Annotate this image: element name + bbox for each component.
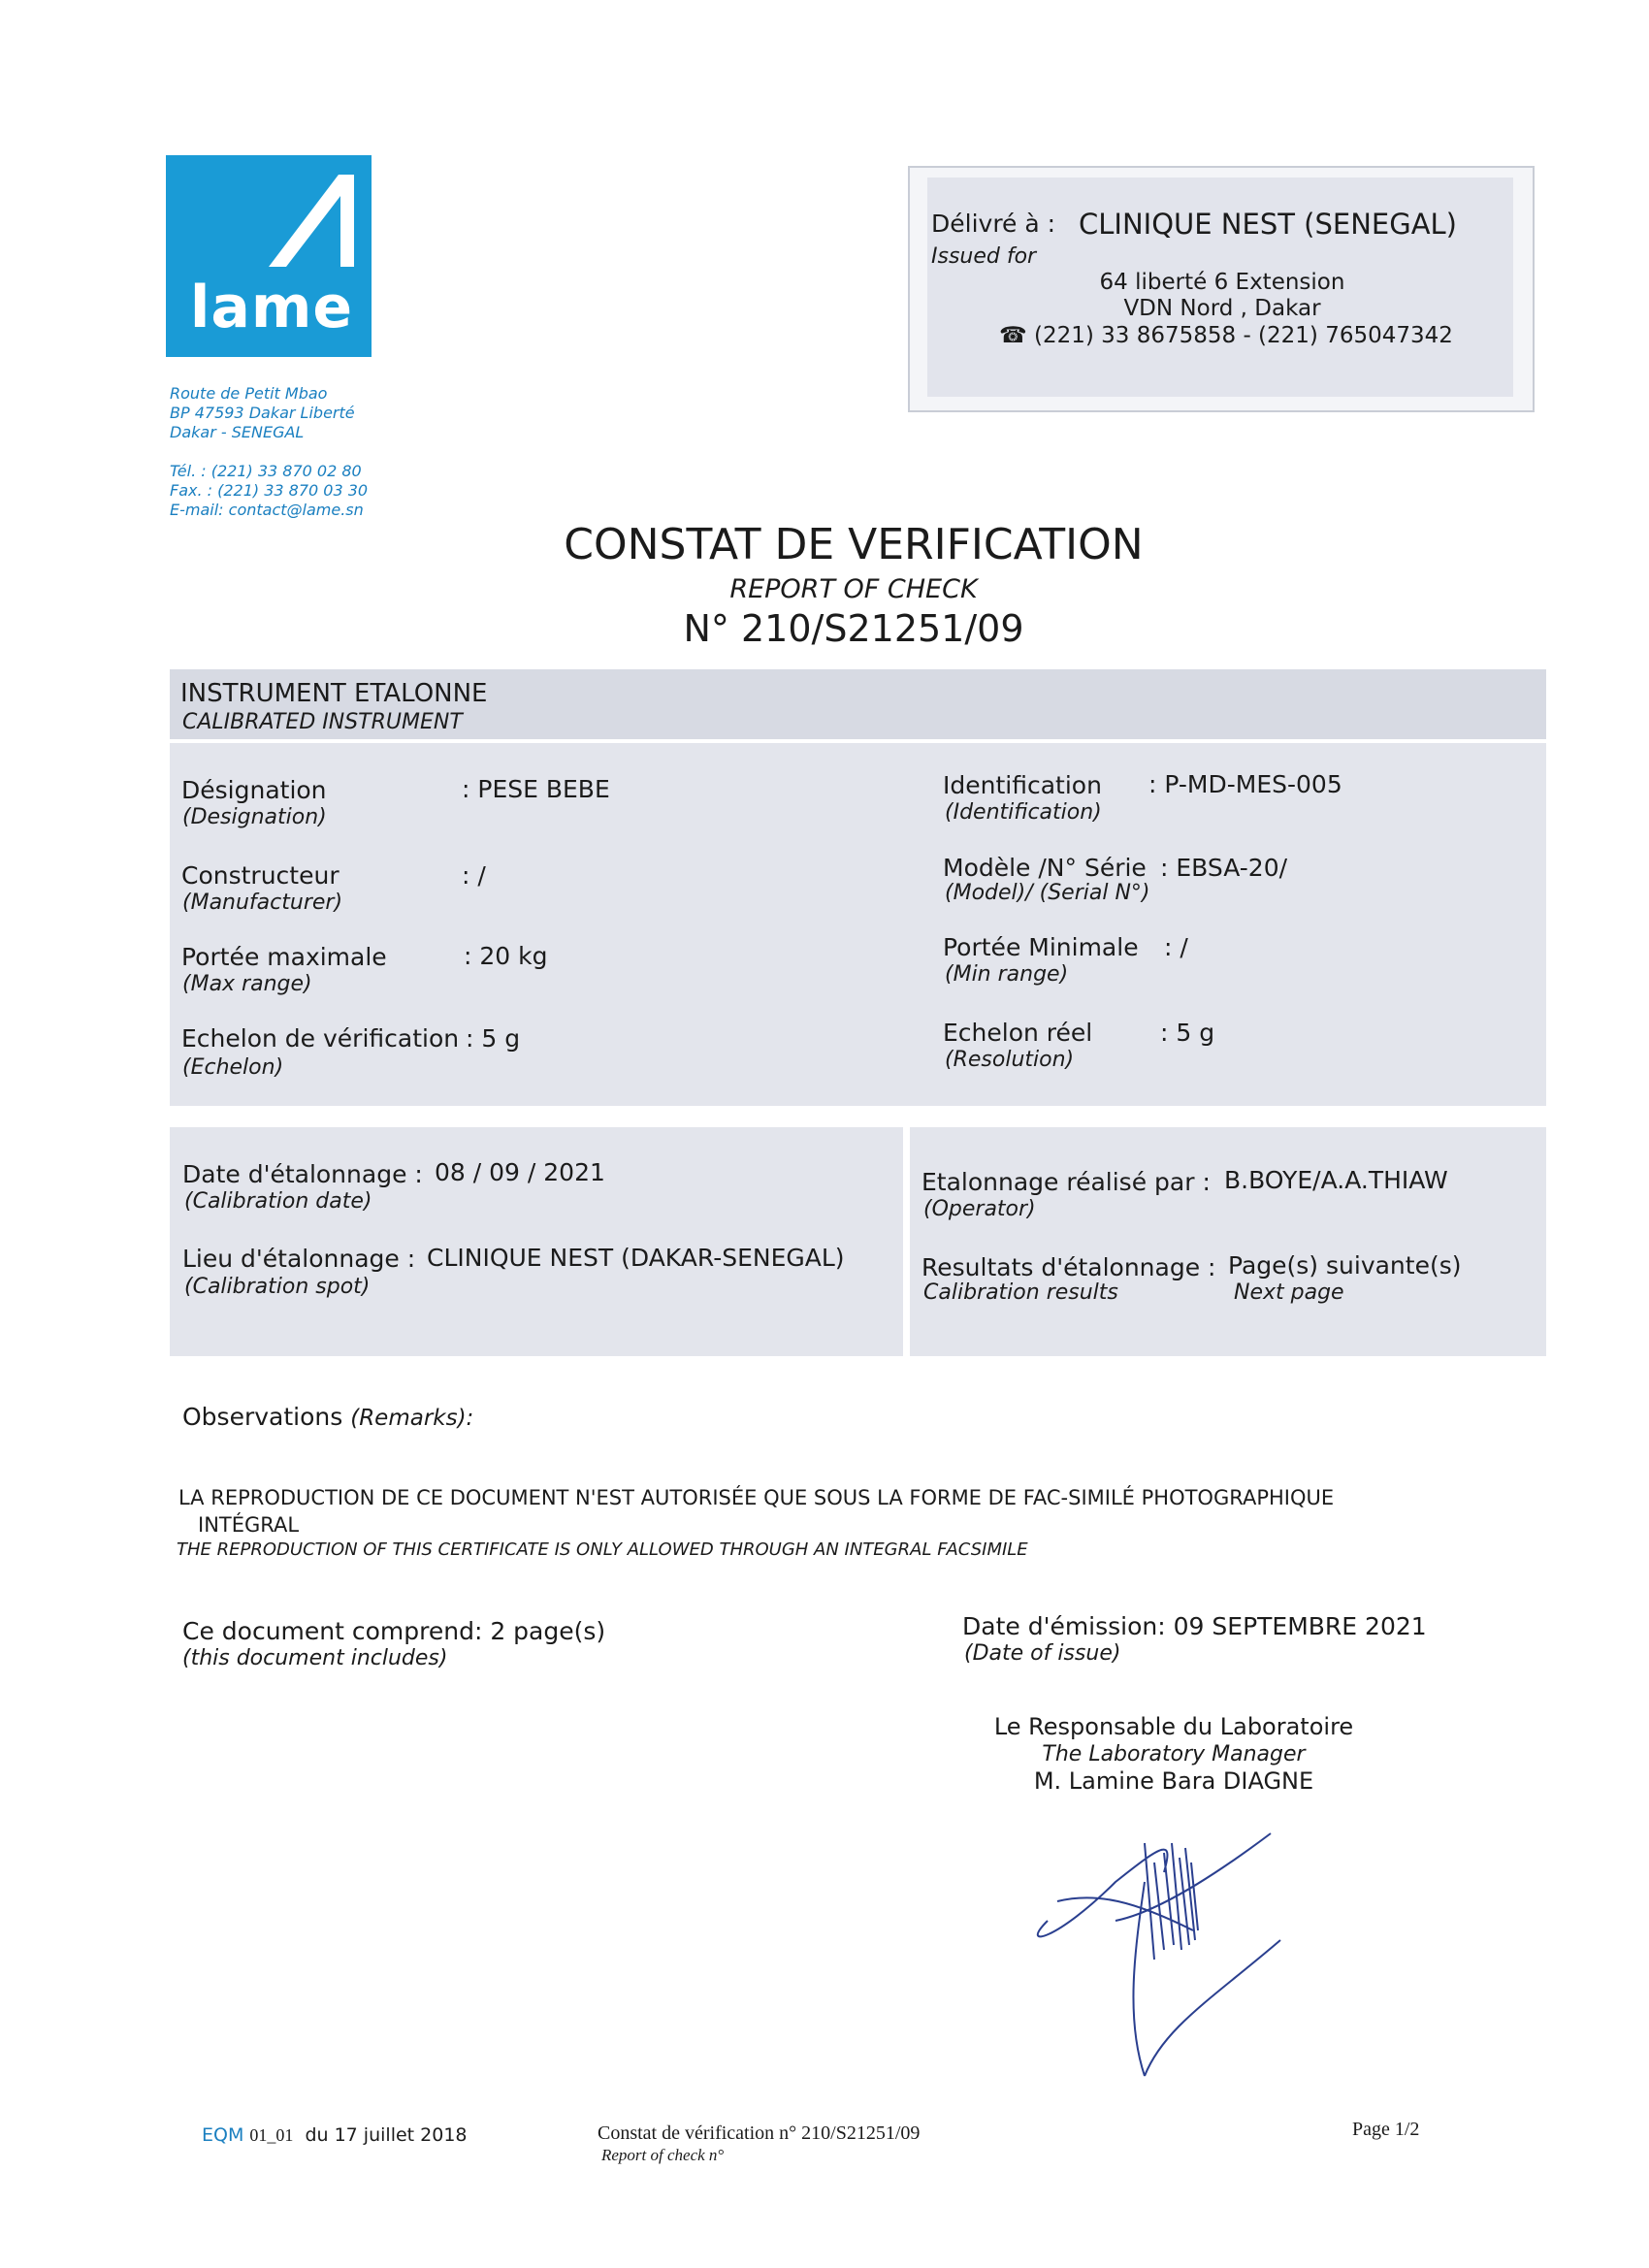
identification-label-en: (Identification) [945, 800, 1102, 825]
modele-label: Modèle /N° Série [943, 854, 1147, 882]
pages-row [182, 1617, 605, 1645]
observations-label-en: (Remarks): [350, 1406, 474, 1431]
reproduction-fr-line1: LA REPRODUCTION DE CE DOCUMENT N'EST AUTORISÉE QUE SOUS LA FORME DE FAC-SIMILÉ PHOTOGRAPHIQUE [178, 1486, 1335, 1509]
calibration-panel-right [910, 1127, 1546, 1356]
results-value: Page(s) suivante(s) [1228, 1251, 1462, 1280]
calibration-date-label: Date d'étalonnage : [182, 1160, 423, 1188]
lab-email-link[interactable]: contact@lame.sn [228, 501, 364, 519]
echelon-verif-label-en: (Echelon) [182, 1055, 284, 1080]
results-value-en: Next page [1234, 1280, 1344, 1305]
portee-min-label-en: (Min range) [945, 962, 1069, 987]
echelon-reel-label-en: (Resolution) [945, 1048, 1075, 1072]
issued-client: CLINIQUE NEST (SENEGAL) [1079, 208, 1457, 241]
footer-code-prefix: EQM [202, 2124, 244, 2146]
echelon-verif-value: : 5 g [466, 1024, 521, 1053]
observations-label: Observations [182, 1403, 343, 1431]
identification-label: Identification [943, 771, 1102, 799]
signatory-name: M. Lamine Bara DIAGNE [1033, 1767, 1314, 1795]
portee-max-value: : 20 kg [464, 942, 548, 970]
signature-image [1018, 1804, 1310, 2095]
identification-value: : P-MD-MES-005 [1148, 770, 1342, 798]
issue-date-value: 09 SEPTEMBRE 2021 [1173, 1612, 1427, 1640]
reproduction-fr-line2: INTÉGRAL [198, 1513, 300, 1537]
echelon-reel-value: : 5 g [1160, 1019, 1215, 1047]
observations-row [182, 1403, 473, 1431]
telephone-icon: ☎ [999, 323, 1027, 348]
portee-max-label-en: (Max range) [182, 972, 312, 996]
designation-value: : PESE BEBE [462, 775, 610, 803]
lab-email-row [170, 501, 368, 520]
signatory-title: Le Responsable du Laboratoire [993, 1713, 1354, 1740]
lab-tel: Tél. : (221) 33 870 02 80 [170, 462, 362, 480]
issued-address-1: 64 liberté 6 Extension [1099, 270, 1345, 295]
results-label-en: Calibration results [923, 1280, 1118, 1305]
instrument-header: INSTRUMENT ETALONNE [180, 679, 488, 708]
logo-text: lame [189, 274, 354, 341]
designation-label-en: (Designation) [182, 805, 327, 829]
issued-label: Délivré à : [931, 210, 1056, 238]
portee-min-label: Portée Minimale [943, 933, 1139, 961]
pages-label-en: (this document includes) [182, 1646, 448, 1670]
instrument-header-en: CALIBRATED INSTRUMENT [182, 710, 463, 734]
footer-reference-en: Report of check n° [601, 2146, 725, 2164]
email-label: E-mail: [170, 501, 229, 519]
document-number: N° 210/S21251/09 [683, 607, 1024, 650]
address-line: BP 47593 Dakar Liberté [170, 404, 355, 422]
lab-fax: Fax. : (221) 33 870 03 30 [170, 481, 369, 500]
echelon-reel-label: Echelon réel [943, 1019, 1093, 1047]
issued-phone: (221) 33 8675858 - (221) 765047342 [1033, 323, 1453, 348]
calibration-spot-label-en: (Calibration spot) [184, 1275, 371, 1299]
signatory-title-en: The Laboratory Manager [1042, 1742, 1306, 1766]
lab-address [170, 384, 368, 520]
footer-code-num: 01_01 [249, 2125, 294, 2145]
pages-label: Ce document comprend: [182, 1617, 483, 1645]
calibration-date-value: 08 / 09 / 2021 [435, 1158, 605, 1186]
operator-label: Etalonnage réalisé par : [922, 1168, 1211, 1196]
calibration-date-label-en: (Calibration date) [184, 1189, 372, 1214]
footer-code [202, 2124, 468, 2146]
reproduction-en: THE REPRODUCTION OF THIS CERTIFICATE IS ONLY ALLOWED THROUGH AN INTEGRAL FACSIMILE [177, 1539, 1028, 1560]
lame-logo [166, 155, 372, 357]
footer-page: Page 1/2 [1352, 2119, 1420, 2140]
address-line: Dakar - SENEGAL [170, 423, 305, 441]
constructeur-label: Constructeur [181, 861, 340, 890]
address-line: Route de Petit Mbao [170, 384, 328, 403]
issued-phone-row [999, 323, 1453, 348]
results-label: Resultats d'étalonnage : [922, 1253, 1216, 1281]
constructeur-label-en: (Manufacturer) [182, 891, 343, 915]
modele-label-en: (Model)/ (Serial N°) [945, 881, 1150, 905]
portee-max-label: Portée maximale [181, 943, 387, 971]
operator-label-en: (Operator) [923, 1197, 1036, 1221]
portee-min-value: : / [1164, 933, 1188, 961]
issue-date-row [962, 1612, 1427, 1640]
footer-code-date: du 17 juillet 2018 [305, 2124, 468, 2146]
constructeur-value: : / [462, 861, 486, 890]
issued-address-2: VDN Nord , Dakar [1123, 296, 1321, 321]
modele-value: : EBSA-20/ [1160, 854, 1288, 882]
pages-value: 2 page(s) [490, 1617, 606, 1645]
calibration-spot-value: CLINIQUE NEST (DAKAR-SENEGAL) [427, 1244, 845, 1272]
issue-date-label: Date d'émission: [962, 1612, 1166, 1640]
issued-label-en: Issued for [931, 244, 1037, 269]
echelon-verif-label: Echelon de vérification [181, 1024, 460, 1053]
calibration-spot-label: Lieu d'étalonnage : [182, 1245, 416, 1273]
document-subtitle: REPORT OF CHECK [729, 574, 978, 604]
footer-reference: Constat de vérification n° 210/S21251/09 [598, 2122, 921, 2144]
designation-label: Désignation [181, 776, 327, 804]
issue-date-label-en: (Date of issue) [964, 1641, 1121, 1666]
operator-value: B.BOYE/A.A.THIAW [1224, 1166, 1448, 1194]
document-title: CONSTAT DE VERIFICATION [564, 520, 1144, 569]
